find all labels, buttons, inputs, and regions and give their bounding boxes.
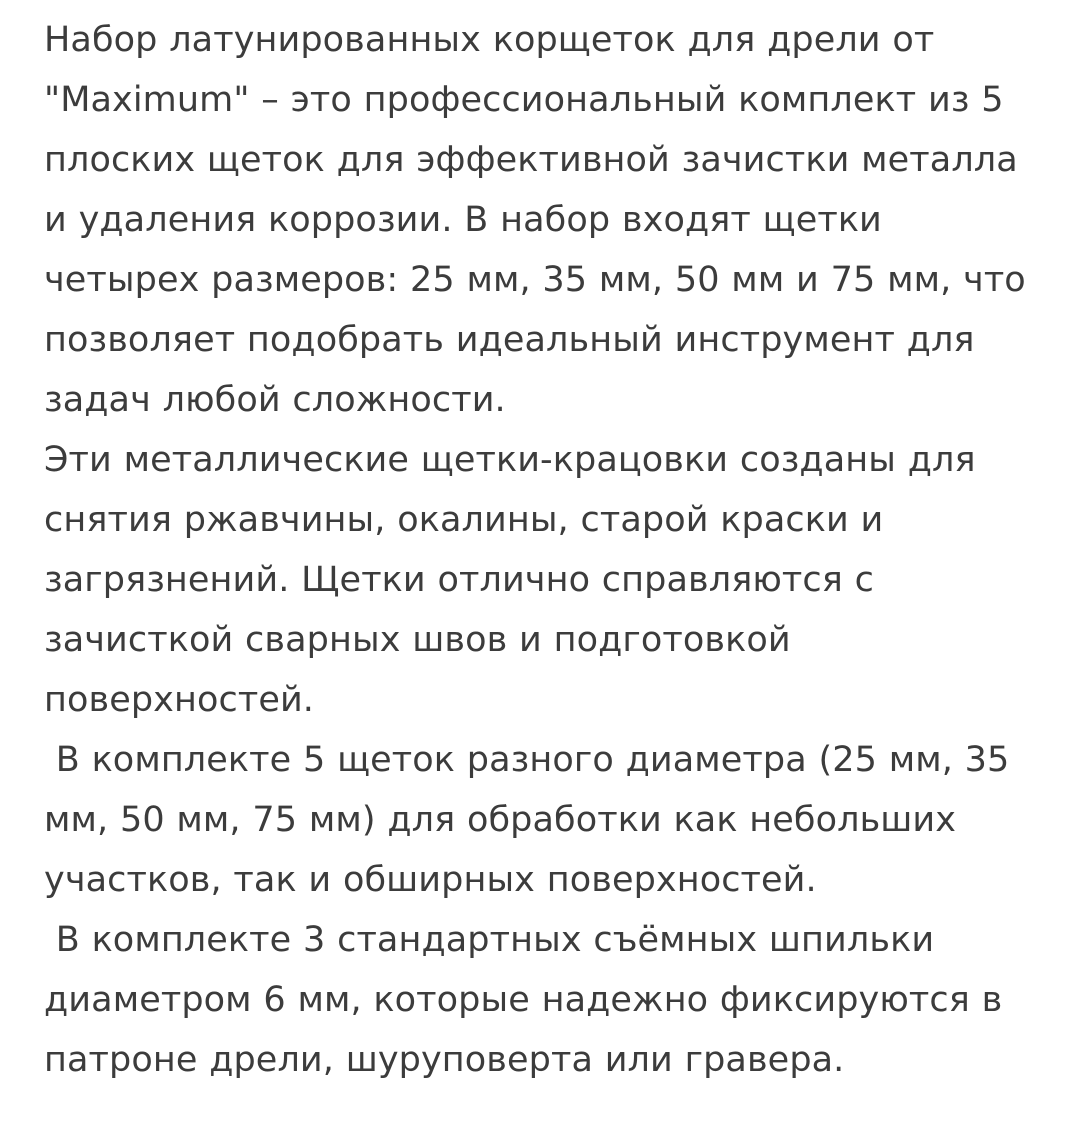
product-description	[44, 10, 1038, 1090]
description-paragraph-1: Набор латунированных корщеток для дрели от "Maximum" – это профессиональный комплект из 5 плоских щеток для эффективной зачистки металла и удаления коррозии. В набор входят щетки четырех размеров: 25 мм, 35 мм, 50 мм и 75 мм, что позволяет подобрать идеальный инструмент для задач любой сложности.	[44, 20, 1038, 420]
description-paragraph-2: Эти металлические щетки-крацовки созданы для снятия ржавчины, окалины, старой краски и загрязнений. Щетки отлично справляются с зачисткой сварных швов и подготовкой поверхностей.	[44, 440, 988, 720]
description-paragraph-4: В комплекте 3 стандартных съёмных шпильки диаметром 6 мм, которые надежно фиксируются в патроне дрели, шуруповерта или гравера.	[44, 920, 1015, 1080]
description-paragraph-3: В комплекте 5 щеток разного диаметра (25 мм, 35 мм, 50 мм, 75 мм) для обработки как небольших участков, так и обширных поверхностей.	[44, 740, 1022, 900]
